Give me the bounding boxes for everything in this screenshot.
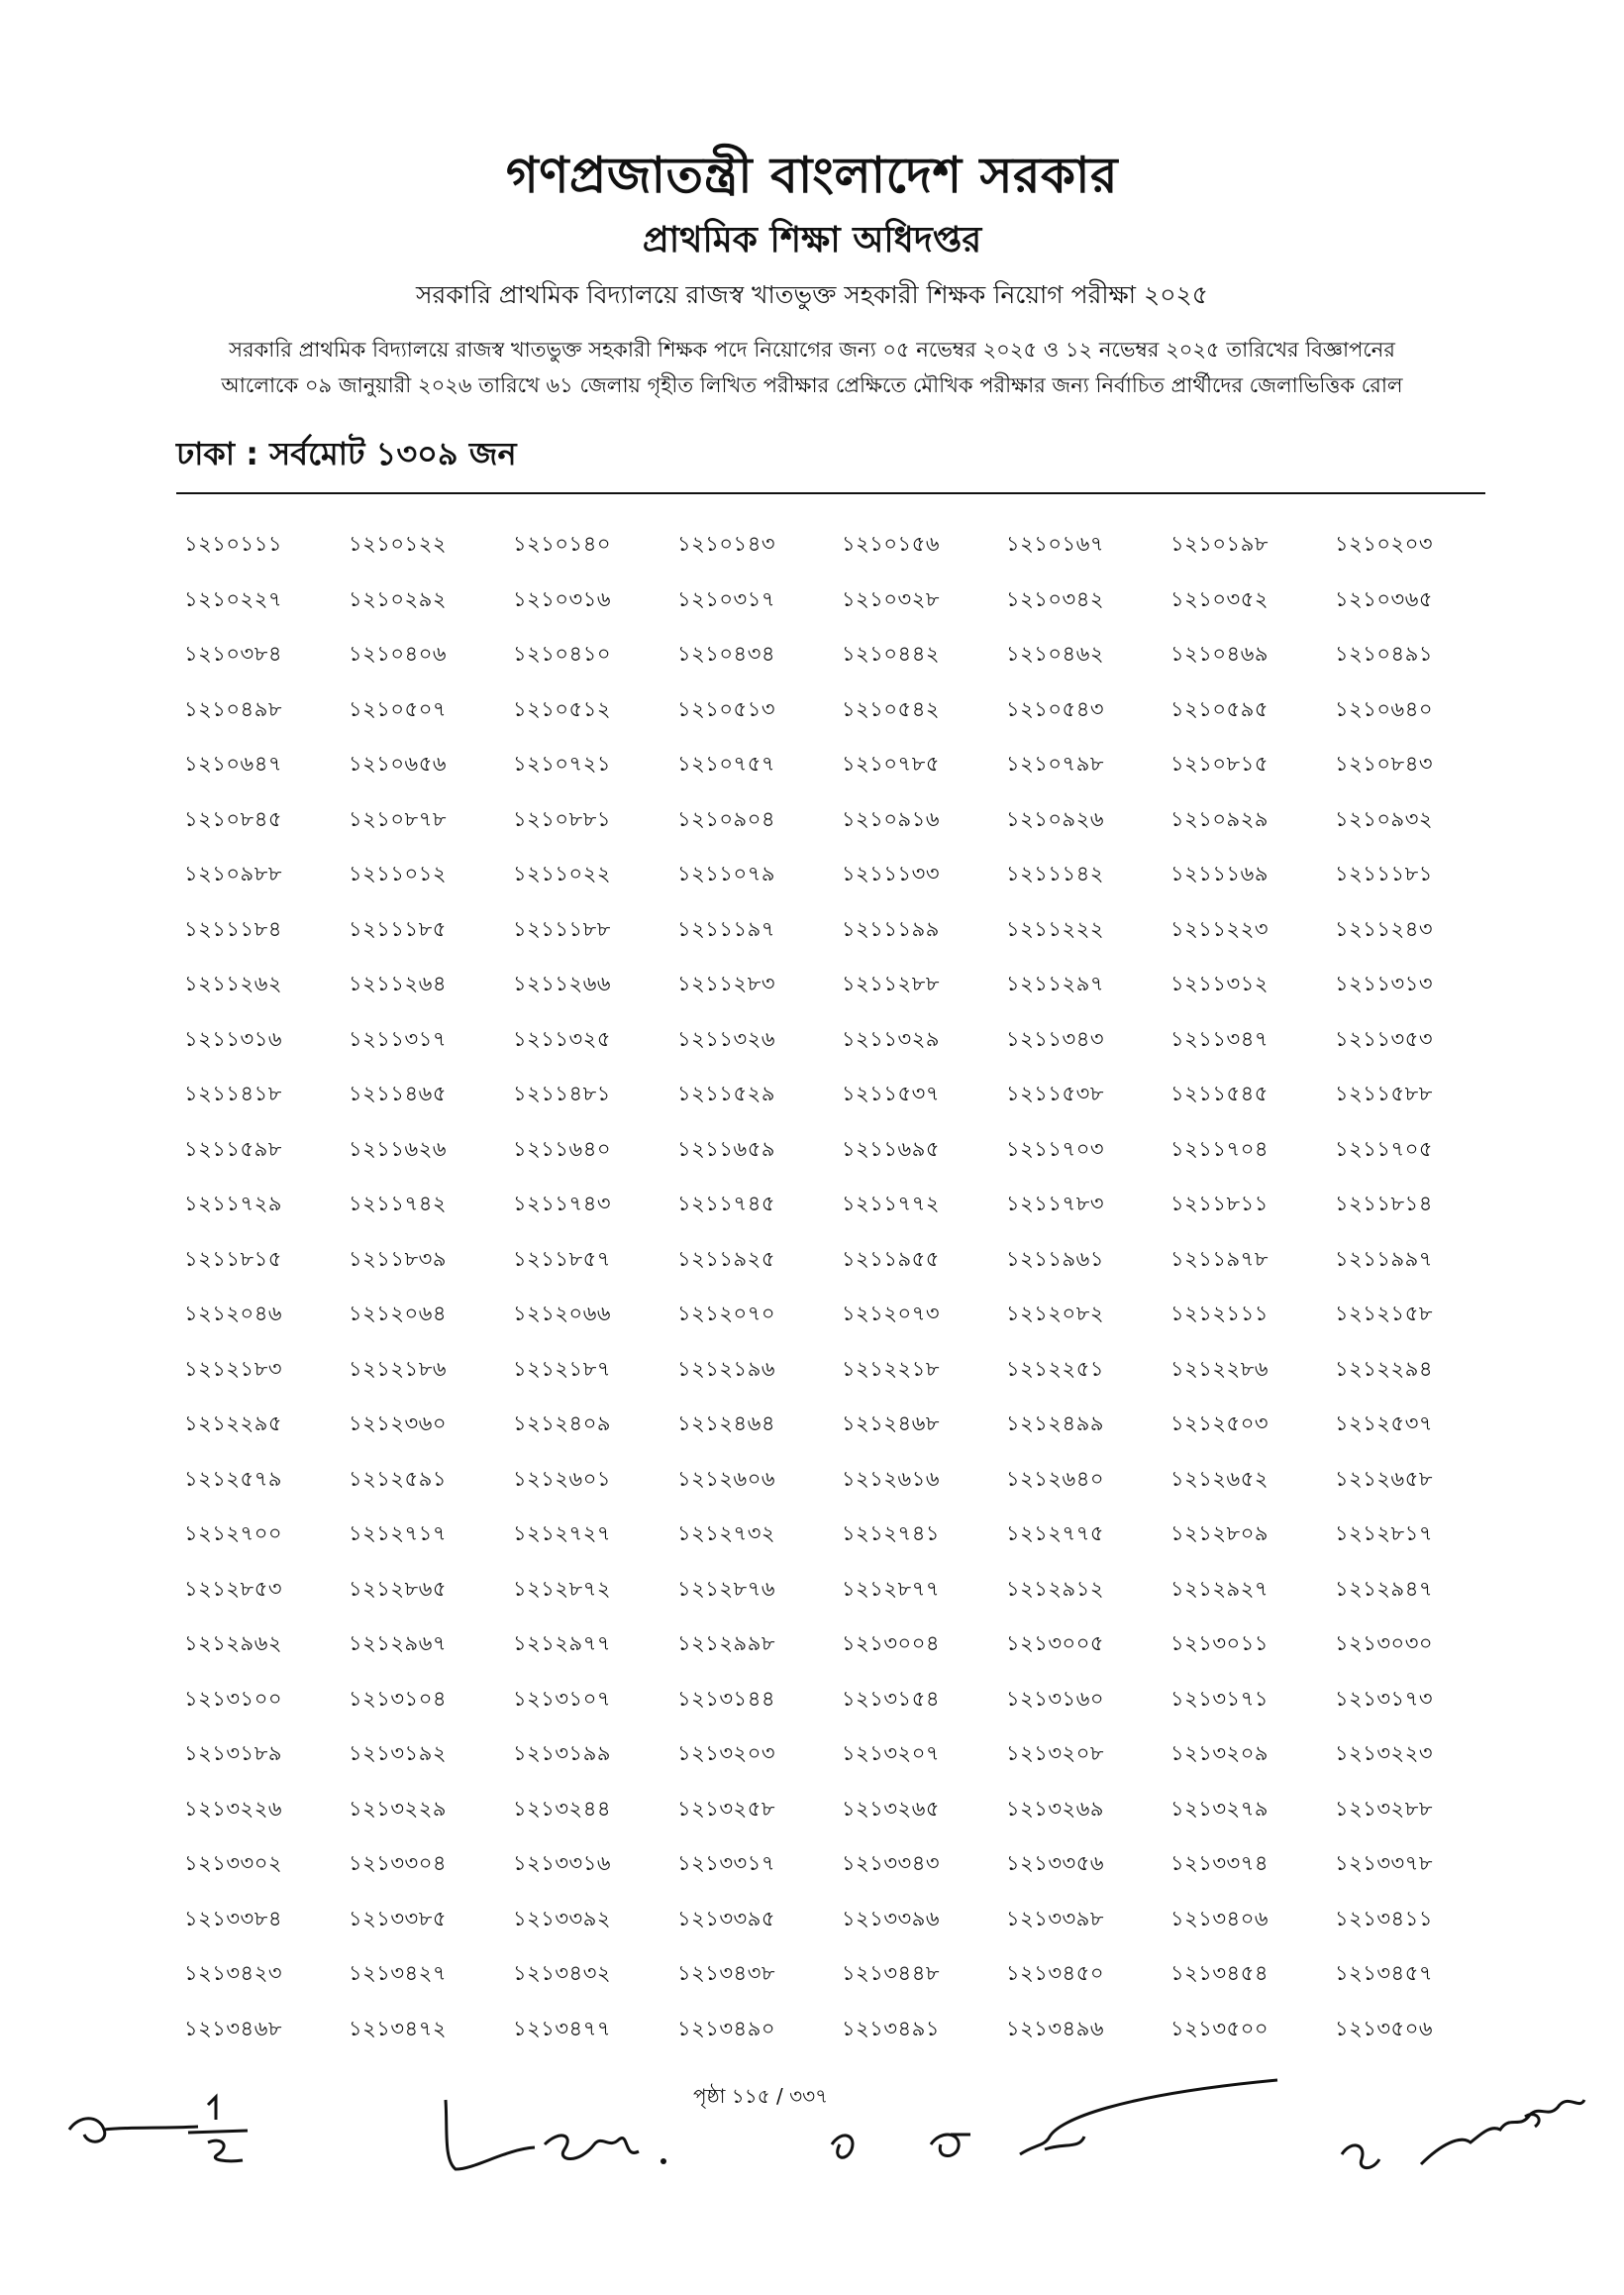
- roll-number: ১২১৩৪৯৬: [1006, 2016, 1104, 2040]
- roll-number: ১২১২০৭০: [677, 1302, 776, 1325]
- roll-number: ১২১০৭২১: [513, 752, 611, 776]
- roll-number: ১২১৩৩১৬: [513, 1851, 611, 1875]
- roll-number: ১২১১২৬৪: [349, 972, 447, 995]
- roll-number: ১২১০৫৯৫: [1170, 696, 1269, 721]
- roll-number: ১২১২৭০০: [184, 1521, 283, 1545]
- roll-number: ১২১০২৯২: [349, 586, 447, 611]
- roll-number: ১২১১৩২৯: [842, 1026, 940, 1051]
- signature-3: [822, 2075, 1297, 2184]
- roll-number: ১২১০৪৬২: [1006, 642, 1104, 666]
- roll-number: ১২১২৬৫৮: [1335, 1466, 1433, 1491]
- roll-number: ১২১৩৩০৪: [349, 1851, 447, 1875]
- roll-number: ১২১১০২২: [513, 862, 611, 886]
- roll-number: ১২১৩২২৯: [349, 1796, 447, 1821]
- roll-number: ১২১৩২৬৫: [842, 1796, 940, 1821]
- roll-number: ১২১১৯৬১: [1006, 1246, 1104, 1271]
- roll-number: ১২১১৬৯৫: [842, 1136, 940, 1161]
- roll-number: ১২১১৭০৫: [1335, 1136, 1433, 1161]
- roll-number: ১২১৩২৭৯: [1170, 1796, 1269, 1821]
- roll-number: ১২১১১৮৮: [513, 916, 611, 941]
- roll-number: ১২১০৮১৫: [1170, 752, 1269, 776]
- roll-number: ১২১০৯৩২: [1335, 806, 1433, 831]
- roll-number: ১২১৩৩৯৬: [842, 1906, 940, 1930]
- roll-number: ১২১২৬৪০: [1006, 1466, 1104, 1491]
- roll-number: ১২১৩৩৭৪: [1170, 1851, 1269, 1875]
- roll-number: ১২১২০৭৩: [842, 1302, 941, 1325]
- roll-number: ১২১৩২২৩: [1335, 1741, 1434, 1765]
- roll-number: ১২১৩৪৫০: [1006, 1961, 1104, 1985]
- roll-number: ১২১০১২২: [349, 532, 447, 556]
- roll-number: ১২১১১৯৯: [842, 916, 940, 941]
- roll-number: ১২১১৭৪৫: [677, 1192, 775, 1215]
- roll-number: ১২১৩১৬০: [1006, 1686, 1104, 1711]
- roll-number: ১২১১৫৩৮: [1006, 1082, 1104, 1105]
- roll-number: ১২১২৭২৭: [513, 1521, 612, 1545]
- roll-number: ১২১১১৪২: [1006, 862, 1104, 886]
- roll-number: ১২১০৭৯৮: [1006, 752, 1104, 776]
- roll-number: ১২১০১৬৭: [1006, 532, 1104, 556]
- roll-number: ১২১২০৬৬: [513, 1302, 612, 1325]
- roll-number: ১২১১৮৫৭: [513, 1246, 611, 1271]
- roll-number: ১২১১৫২৯: [677, 1082, 775, 1105]
- roll-number: ১২১০৩১৭: [677, 586, 775, 611]
- roll-number: ১২১২৯৯৮: [677, 1631, 775, 1655]
- roll-number: ১২১৩৫০৬: [1335, 2016, 1433, 2040]
- roll-number: ১২১২২৮৬: [1170, 1356, 1269, 1381]
- roll-number: ১২১১২৪৩: [1335, 916, 1433, 941]
- roll-number: ১২১১১৮৪: [184, 916, 282, 941]
- roll-number: ১২১২৩৬০: [349, 1411, 448, 1435]
- roll-number: ১২১১২২২: [1006, 916, 1104, 941]
- roll-number: ১২১৩২০৯: [1170, 1741, 1269, 1765]
- government-title: গণপ্রজাতন্ত্রী বাংলাদেশ সরকার: [506, 147, 1118, 204]
- roll-number: ১২১১৩২৫: [513, 1026, 611, 1051]
- roll-number: ১২১২৮৬৫: [349, 1576, 447, 1601]
- roll-number: ১২১০৯৮৮: [184, 862, 282, 886]
- roll-number: ১২১২৮৫৩: [184, 1576, 282, 1601]
- roll-number: ১২১০৮৮১: [513, 806, 611, 831]
- roll-number: ১২১১৯৫৫: [842, 1246, 940, 1271]
- roll-number: ১২১৩২২৬: [184, 1796, 283, 1821]
- roll-number: ১২১০১৪০: [513, 532, 611, 556]
- roll-number: ১২১২২১৮: [842, 1356, 940, 1381]
- roll-number: ১২১৩৪০৬: [1170, 1906, 1269, 1930]
- roll-number: ১২১৩১৪৪: [677, 1686, 775, 1711]
- roll-number: ১২১৩২৬৯: [1006, 1796, 1104, 1821]
- notice-line-1: সরকারি প্রাথমিক বিদ্যালয়ে রাজস্ব খাতভুক্ত সহকারী শিক্ষক পদে নিয়োগের জন্য ০৫ নভেম্বর ২০২৫ ও ১২ নভেম্বর ২০২৫ তারিখের বিজ্ঞাপনের: [229, 338, 1395, 362]
- roll-number: ১২১২৪০৯: [513, 1411, 611, 1435]
- roll-number: ১২১০৫৪৩: [1006, 696, 1104, 721]
- roll-number: ১২১৩২৫৮: [677, 1796, 775, 1821]
- roll-number: ১২১৩১৭৩: [1335, 1686, 1433, 1711]
- roll-number: ১২১১৭৭২: [842, 1192, 940, 1215]
- roll-number: ১২১২০৪৬: [184, 1302, 282, 1325]
- roll-number: ১২১২৮০৯: [1170, 1521, 1269, 1545]
- roll-number: ১২১০৭৮৫: [842, 752, 940, 776]
- roll-number: ১২১০৮৪৫: [184, 806, 282, 831]
- roll-number: ১২১৩১৭১: [1170, 1686, 1269, 1711]
- roll-number: ১২১৩৪৭৭: [513, 2016, 611, 2040]
- roll-number: ১২১২৯৭৭: [513, 1631, 611, 1655]
- roll-number: ১২১২৮৭৬: [677, 1576, 775, 1601]
- roll-number: ১২১০৩৪২: [1006, 586, 1104, 611]
- roll-number: ১২১৩১৮৯: [184, 1741, 282, 1765]
- roll-number: ১২১১১৯৭: [677, 916, 775, 941]
- roll-number: ১২১৩২০৭: [842, 1741, 941, 1765]
- roll-number: ১২১৩৩৯৫: [677, 1906, 775, 1930]
- roll-number: ১২১০৫৪২: [842, 696, 940, 721]
- roll-number: ১২১০৭৫৭: [677, 752, 775, 776]
- heading-divider: [176, 492, 1485, 494]
- roll-number: ১২১৩৪৫৪: [1170, 1961, 1269, 1985]
- roll-number: ১২১২৫৭৯: [184, 1466, 282, 1491]
- roll-number: ১২১২৯১২: [1006, 1576, 1104, 1601]
- roll-number: ১২১০৪০৬: [349, 642, 447, 666]
- roll-number: ১২১৩৩৫৬: [1006, 1851, 1104, 1875]
- roll-number: ১২১৩৩৪৩: [842, 1851, 940, 1875]
- roll-number: ১২১১২৮৮: [842, 972, 940, 995]
- roll-number: ১২১২৮১৭: [1335, 1521, 1433, 1545]
- roll-number: ১২১০৮৪৩: [1335, 752, 1433, 776]
- roll-number: ১২১০১৫৬: [842, 532, 940, 556]
- roll-number: ১২১২৪৯৯: [1006, 1411, 1104, 1435]
- roll-number: ১২১১৩১৬: [184, 1026, 282, 1051]
- roll-number: ১২১২৭৪১: [842, 1521, 940, 1545]
- roll-number: ১২১০৫১২: [513, 696, 611, 721]
- roll-number: ১২১১৯৯৭: [1335, 1246, 1433, 1271]
- roll-number: ১২১১১৮১: [1335, 862, 1433, 886]
- directorate-title: প্রাথমিক শিক্ষা অধিদপ্তর: [642, 220, 982, 261]
- roll-number: ১২১১৩১৩: [1335, 972, 1433, 995]
- roll-number: ১২১০৩৬৫: [1335, 586, 1433, 611]
- roll-number: ১২১২৭১৭: [349, 1521, 447, 1545]
- roll-number: ১২১২৬০১: [513, 1466, 611, 1491]
- roll-number: ১২১৩১০৪: [349, 1686, 447, 1711]
- roll-number: ১২১১৭৪৩: [513, 1192, 611, 1215]
- roll-number: ১২১০৪১০: [513, 642, 611, 666]
- roll-number: ১২১১৭২৯: [184, 1192, 282, 1215]
- roll-number: ১২১২৫৩৭: [1335, 1411, 1433, 1435]
- roll-number: ১২১২১৮৭: [513, 1356, 611, 1381]
- roll-number: ১২১৩০৩০: [1335, 1631, 1434, 1655]
- roll-number: ১২১২৬০৬: [677, 1466, 776, 1491]
- roll-number: ১২১১৪৮১: [513, 1082, 611, 1105]
- roll-number: ১২১১৩৫৩: [1335, 1026, 1433, 1051]
- roll-number: ১২১৩৫০০: [1170, 2016, 1269, 2040]
- roll-number: ১২১৩১৯৯: [513, 1741, 611, 1765]
- roll-number: ১২১১৬২৬: [349, 1136, 447, 1161]
- roll-number: ১২১০৪৯১: [1335, 642, 1433, 666]
- roll-number: ১২১৩৪৪৮: [842, 1961, 940, 1985]
- roll-number: ১২১১৩৪৭: [1170, 1026, 1269, 1051]
- roll-number: ১২১৩১০৭: [513, 1686, 611, 1711]
- roll-number: ১২১৩০০৫: [1006, 1631, 1104, 1655]
- district-heading: ঢাকা : সর্বমোট ১৩০৯ জন: [176, 435, 517, 472]
- roll-number: ১২১৩৪১১: [1335, 1906, 1433, 1930]
- roll-number: ১২১১৮১৪: [1335, 1192, 1433, 1215]
- signature-1: [59, 2085, 277, 2174]
- roll-number: ১২১১১৩৩: [842, 862, 940, 886]
- roll-number: ১২১২৭৭৫: [1006, 1521, 1104, 1545]
- roll-number: ১২১২১৫৮: [1335, 1302, 1433, 1325]
- roll-number: ১২১৩৩৯৮: [1006, 1906, 1104, 1930]
- roll-number: ১২১২৯২৭: [1170, 1576, 1269, 1601]
- roll-number: ১২১০৩১৬: [513, 586, 611, 611]
- roll-number: ১২১২১৯৬: [677, 1356, 775, 1381]
- roll-number: ১২১২৯৬৭: [349, 1631, 447, 1655]
- roll-number: ১২১১২৬৬: [513, 972, 611, 995]
- roll-number: ১২১১১৮৫: [349, 916, 447, 941]
- roll-number: ১২১৩৪২৭: [349, 1961, 447, 1985]
- roll-number: ১২১০৬৪০: [1335, 696, 1433, 721]
- roll-number: ১২১০৬৪৭: [184, 752, 282, 776]
- roll-number: ১২১৩০১১: [1170, 1631, 1269, 1655]
- roll-number: ১২১১২৬২: [184, 972, 282, 995]
- roll-number: ১২১০২২৭: [184, 586, 283, 611]
- roll-number: ১২১৩৩৮৫: [349, 1906, 447, 1930]
- roll-number: ১২১৩৪৩২: [513, 1961, 611, 1985]
- roll-number: ১২১২৬৫২: [1170, 1466, 1269, 1491]
- roll-number: ১২১৩১৯২: [349, 1741, 447, 1765]
- roll-number: ১২১০৩২৮: [842, 586, 940, 611]
- roll-number: ১২১৩৪৭২: [349, 2016, 447, 2040]
- roll-number: ১২১১৬৪০: [513, 1136, 611, 1161]
- roll-number: ১২১০১৪৩: [677, 532, 775, 556]
- roll-number: ১২১১৩১২: [1170, 972, 1269, 995]
- roll-number: ১২১৩৪২৩: [184, 1961, 282, 1985]
- roll-number: ১২১০৩৫২: [1170, 586, 1269, 611]
- roll-number: ১২১১৫৪৫: [1170, 1082, 1269, 1105]
- roll-number: ১২১২৫০৩: [1170, 1411, 1269, 1435]
- roll-number: ১২১১৯৭৮: [1170, 1246, 1269, 1271]
- roll-number: ১২১০১৯৮: [1170, 532, 1269, 556]
- roll-number: ১২১৩১৫৪: [842, 1686, 940, 1711]
- roll-number: ১২১০৪৯৮: [184, 696, 282, 721]
- roll-number: ১২১১৬৫৯: [677, 1136, 775, 1161]
- roll-number: ১২১৩৩০২: [184, 1851, 283, 1875]
- roll-number: ১২১২১১১: [1170, 1302, 1269, 1325]
- roll-number: ১২১১৩১৭: [349, 1026, 447, 1051]
- roll-number: ১২১৩৩৮৪: [184, 1906, 282, 1930]
- roll-number: ১২১৩০০৪: [842, 1631, 940, 1655]
- roll-number: ১২১১৭০৩: [1006, 1136, 1104, 1161]
- roll-number: ১২১১৫৩৭: [842, 1082, 940, 1105]
- roll-number: ১২১১০৭৯: [677, 862, 775, 886]
- roll-number: ১২১১২২৩: [1170, 916, 1269, 941]
- roll-number: ১২১২৯৬২: [184, 1631, 282, 1655]
- roll-number: ১২১২১৮৩: [184, 1356, 282, 1381]
- roll-number: ১২১১৭০৪: [1170, 1136, 1269, 1161]
- roll-number: ১২১০৯১৬: [842, 806, 940, 831]
- roll-number: ১২১৩৩৭৮: [1335, 1851, 1433, 1875]
- roll-number: ১২১২৯৪৭: [1335, 1576, 1433, 1601]
- roll-number: ১২১০৪৪২: [842, 642, 940, 666]
- exam-title: সরকারি প্রাথমিক বিদ্যালয়ে রাজস্ব খাতভুক্ত সহকারী শিক্ষক নিয়োগ পরীক্ষা ২০২৫: [416, 280, 1208, 309]
- roll-number: ১২১০২০৩: [1335, 532, 1434, 556]
- roll-number-grid: [184, 530, 1501, 2069]
- roll-number: ১২১৩৪৬৮: [184, 2016, 282, 2040]
- notice-line-2: আলোকে ০৯ জানুয়ারী ২০২৬ তারিখে ৬১ জেলায় গৃহীত লিখিত পরীক্ষার প্রেক্ষিতে মৌখিক পরীক্ষার জন্য নির্বাচিত প্রার্থীদের জেলাভিত্তিক রোল: [221, 373, 1403, 397]
- roll-number: ১২১৩৩৯২: [513, 1906, 611, 1930]
- roll-number: ১২১৩২০৩: [677, 1741, 776, 1765]
- roll-number: ১২১১৩২৬: [677, 1026, 775, 1051]
- roll-number: ১২১১২৮৩: [677, 972, 775, 995]
- roll-number: ১২১০৩৮৪: [184, 642, 282, 666]
- roll-number: ১২১১৭৪২: [349, 1192, 447, 1215]
- roll-number: ১২১২০৮২: [1006, 1302, 1104, 1325]
- roll-number: ১২১২৫৯১: [349, 1466, 447, 1491]
- roll-number: ১২১২২৯৫: [184, 1411, 282, 1435]
- roll-number: ১২১০৫১৩: [677, 696, 775, 721]
- roll-number: ১২১৩৪৫৭: [1335, 1961, 1433, 1985]
- roll-number: ১২১৩৪৩৮: [677, 1961, 775, 1985]
- roll-number: ১২১০৮৭৮: [349, 806, 447, 831]
- roll-number: ১২১১১৬৯: [1170, 862, 1269, 886]
- roll-number: ১২১১০১২: [349, 862, 447, 886]
- roll-number: ১২১৩১০০: [184, 1686, 282, 1711]
- roll-number: ১২১১৫৯৮: [184, 1136, 282, 1161]
- roll-number: ১২১১৩৪৩: [1006, 1026, 1104, 1051]
- roll-number: ১২১১৫৮৮: [1335, 1082, 1433, 1105]
- roll-number: ১২১০৯২৬: [1006, 806, 1104, 831]
- roll-number: ১২১৩২৮৮: [1335, 1796, 1433, 1821]
- roll-number: ১২১০১১১: [184, 532, 282, 556]
- roll-number: ১২১৩৪৯০: [677, 2016, 775, 2040]
- roll-number: ১২১২২৫১: [1006, 1356, 1104, 1381]
- roll-number: ১২১২৪৬৪: [677, 1411, 775, 1435]
- roll-number: ১২১০৪৩৪: [677, 642, 775, 666]
- roll-number: ১২১৩৩১৭: [677, 1851, 775, 1875]
- roll-number: ১২১০৯২৯: [1170, 806, 1269, 831]
- roll-number: ১২১২৪৬৮: [842, 1411, 940, 1435]
- roll-number: ১২১২৭৩২: [677, 1521, 776, 1545]
- roll-number: ১২১০৯০৪: [677, 806, 775, 831]
- roll-number: ১২১১২৯৭: [1006, 972, 1104, 995]
- roll-number: ১২১১৮১৫: [184, 1246, 282, 1271]
- roll-number: ১২১০৪৬৯: [1170, 642, 1269, 666]
- roll-number: ১২১২২৯৪: [1335, 1356, 1433, 1381]
- roll-number: ১২১২৮৭২: [513, 1576, 611, 1601]
- roll-number: ১২১১৭৮৩: [1006, 1192, 1104, 1215]
- roll-number: ১২১১৮৩৯: [349, 1246, 447, 1271]
- roll-number: ১২১২১৮৬: [349, 1356, 447, 1381]
- signature-4: [1332, 2075, 1599, 2184]
- roll-number: ১২১৩২৪৪: [513, 1796, 611, 1821]
- roll-number: ১২১৩৪৯১: [842, 2016, 940, 2040]
- notice-text: [158, 332, 1466, 403]
- roll-number: ১২১২৮৭৭: [842, 1576, 940, 1601]
- roll-number: ১২১১৪১৮: [184, 1082, 282, 1105]
- roll-number: ১২১২৬১৬: [842, 1466, 940, 1491]
- signature-2: [426, 2090, 713, 2179]
- roll-number: ১২১১৪৬৫: [349, 1082, 447, 1105]
- page-number: পৃষ্ঠা ১১৫ / ৩৩৭: [693, 2084, 829, 2108]
- roll-number: ১২১৩২০৮: [1006, 1741, 1104, 1765]
- roll-number: ১২১১৯২৫: [677, 1246, 775, 1271]
- roll-number: ১২১০৫০৭: [349, 696, 447, 721]
- roll-number: ১২১২০৬৪: [349, 1302, 447, 1325]
- roll-number: ১২১১৮১১: [1170, 1192, 1269, 1215]
- roll-number: ১২১০৬৫৬: [349, 752, 447, 776]
